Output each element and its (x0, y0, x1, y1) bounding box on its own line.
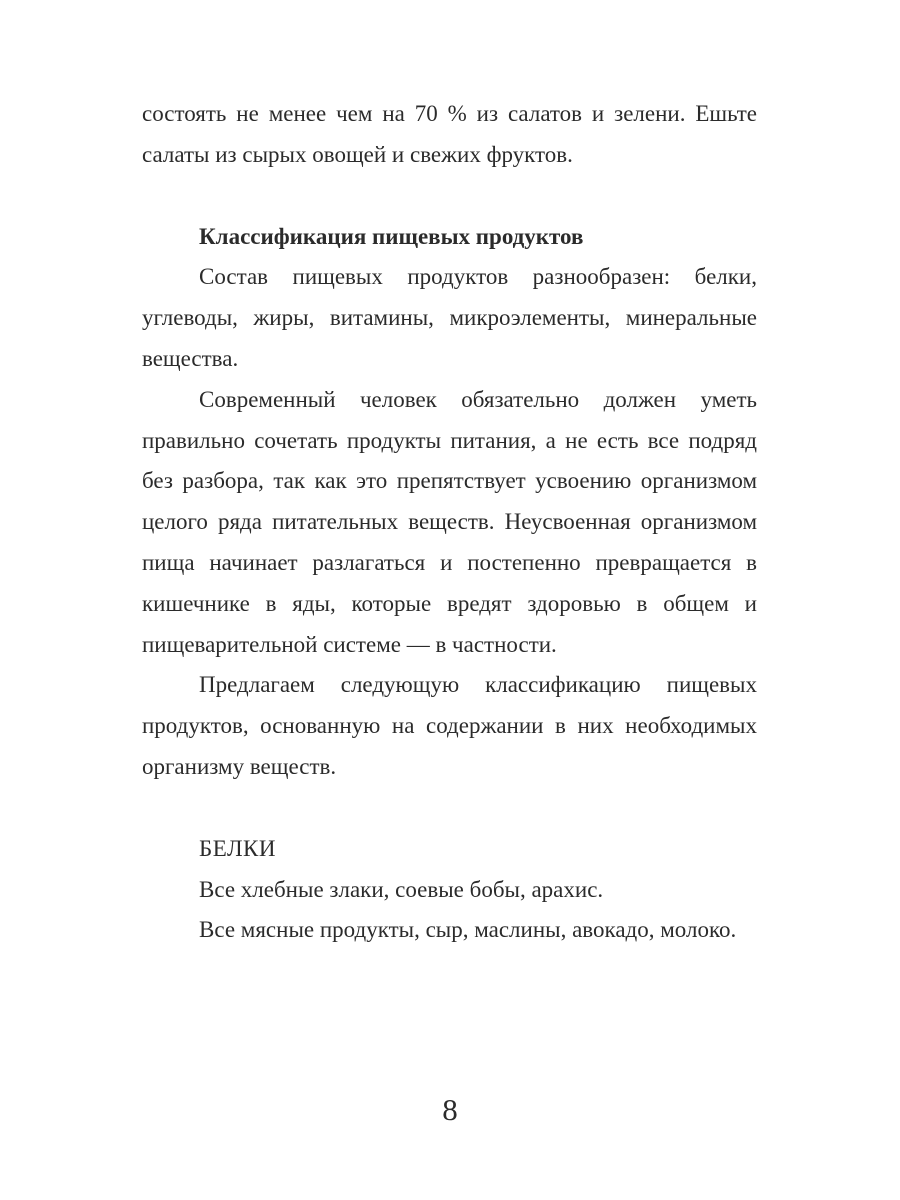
list-item: Все хлебные злаки, соевые бобы, арахис. (199, 876, 604, 902)
paragraph-composition: Состав пищевых продуктов разнообразен: белки, углеводы, жиры, витамины, микроэлементы, минеральные вещества. (142, 264, 757, 371)
paragraph-classification-intro: Предлагаем следующую классификацию пищевых продуктов, основанную на содержании в них необходимых организму веществ. (142, 672, 757, 779)
page-number: 8 (442, 1092, 458, 1127)
list-item: Все мясные продукты, сыр, маслины, авокадо, молоко. (199, 917, 737, 943)
page-body (142, 94, 757, 951)
category-title-proteins: БЕЛКИ (199, 835, 277, 861)
paragraph-continuation: состоять не менее чем на 70 % из салатов и зелени. Ешьте салаты из сырых овощей и свежих фруктов. (142, 101, 757, 167)
section-heading: Классификация пищевых продуктов (199, 223, 584, 249)
paragraph-food-combining: Современный человек обязательно должен уметь правильно сочетать продукты питания, а не есть все подряд без разбора, так как это препятствует усвоению организмом целого ряда питательных веществ. Неусвоенная организмом пища начинает разлагаться и постепенно превращается в кишечнике в яды, которые вредят здоровью в общем и пищеварительной системе — в частности. (142, 386, 757, 657)
